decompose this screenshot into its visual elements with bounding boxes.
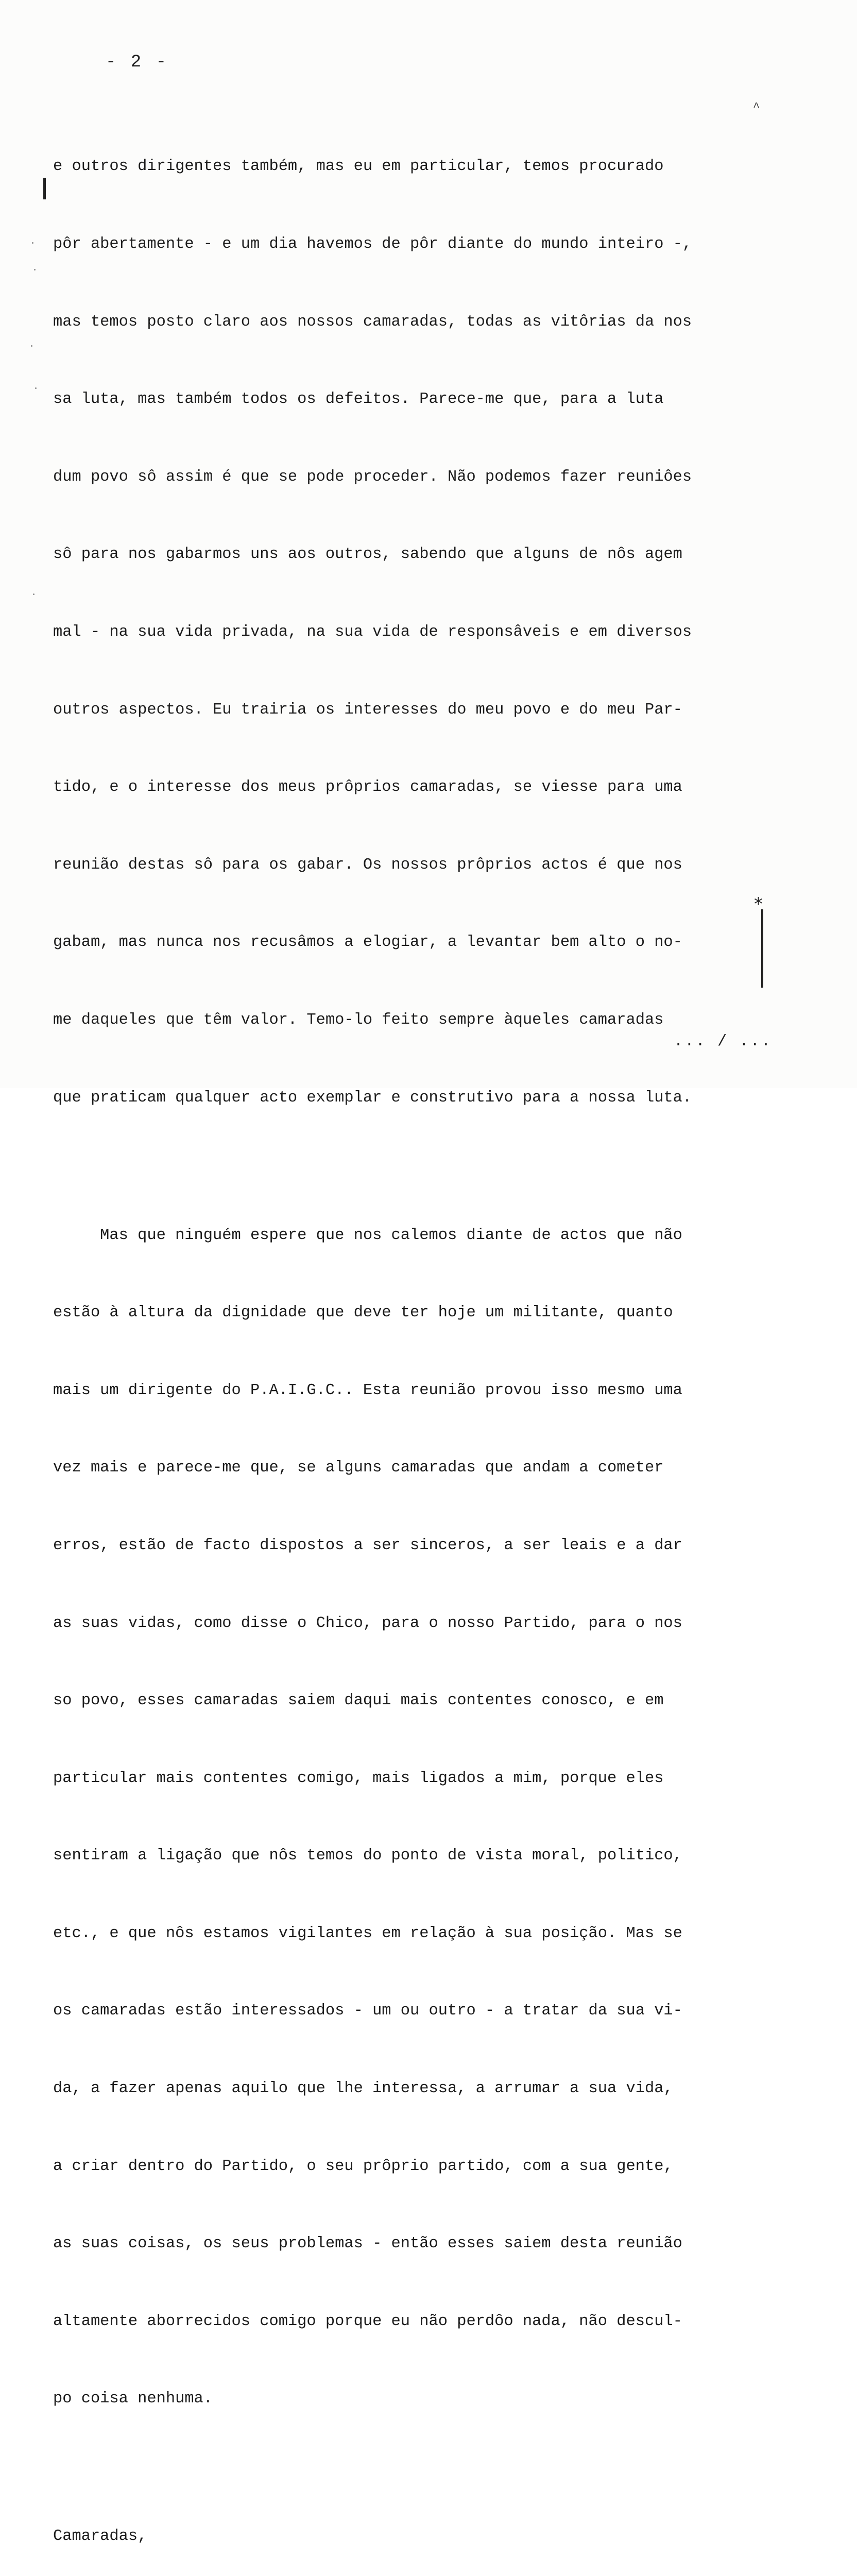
text-line: mas temos posto claro aos nossos camaradas, todas as vitôrias da nos (53, 313, 692, 331)
text-line: so povo, esses camaradas saiem daqui mais contentes conosco, e em (53, 1692, 664, 1710)
text-line: tido, e o interesse dos meus prôprios camaradas, se viesse para uma (53, 778, 682, 796)
text-line: as suas coisas, os seus problemas - então esses saiem desta reunião (53, 2235, 682, 2253)
text-line: gabam, mas nunca nos recusâmos a elogiar, a levantar bem alto o no- (53, 934, 682, 952)
text-line: estão à altura da dignidade que deve ter hoje um militante, quanto (53, 1304, 673, 1322)
text-line: sô para nos gabarmos uns aos outros, sabendo que alguns de nôs agem (53, 546, 682, 564)
text-line: vez mais e parece-me que, se alguns camaradas que andam a cometer (53, 1459, 664, 1477)
margin-bar-left (43, 178, 46, 199)
ink-speck (34, 269, 36, 270)
ink-speck (31, 345, 32, 347)
text-line: a criar dentro do Partido, o seu prôprio partido, com a sua gente, (53, 2157, 673, 2175)
text-line: sentiram a ligação que nôs temos do ponto de vista moral, politico, (53, 1847, 682, 1865)
salutation: Camaradas, (53, 2528, 147, 2546)
text-line: dum povo sô assim é que se pode proceder. Não podemos fazer reuniôes (53, 468, 692, 486)
text-line: Mas que ninguém espere que nos calemos diante de actos que não (53, 1226, 682, 1244)
text-line: particular mais contentes comigo, mais ligados a mim, porque eles (53, 1769, 664, 1787)
text-line: da, a fazer apenas aquilo que lhe interessa, a arrumar a sua vida, (53, 2080, 673, 2098)
body-text (53, 102, 774, 2576)
text-line: as suas vidas, como disse o Chico, para o nosso Partido, para o nos (53, 1614, 682, 1632)
text-line: etc., e que nôs estamos vigilantes em relação à sua posição. Mas se (53, 1924, 682, 1942)
text-line: sa luta, mas também todos os defeitos. Parece-me que, para a luta (53, 391, 664, 409)
page-number: - 2 - (106, 53, 169, 72)
caret-mark: ^ (753, 101, 760, 114)
ink-speck (35, 387, 37, 389)
text-line: pôr abertamente - e um dia havemos de pôr diante do mundo inteiro -, (53, 235, 692, 253)
ink-speck (33, 594, 35, 595)
continuation-marker: ... / ... (674, 1033, 773, 1050)
text-line: mais um dirigente do P.A.I.G.C.. Esta reunião provou isso mesmo uma (53, 1381, 682, 1399)
ink-speck (32, 242, 33, 244)
text-line: mal - na sua vida privada, na sua vida de responsâveis e em diversos (53, 623, 692, 641)
text-line: e outros dirigentes também, mas eu em particular, temos procurado (53, 158, 664, 176)
text-line: os camaradas estão interessados - um ou outro - a tratar da sua vi- (53, 2002, 682, 2020)
text-line: outros aspectos. Eu trairia os interesses do meu povo e do meu Par- (53, 701, 682, 719)
text-line: erros, estão de facto dispostos a ser sinceros, a ser leais e a dar (53, 1536, 682, 1554)
text-line: me daqueles que têm valor. Temo-lo feito sempre àqueles camaradas (53, 1011, 664, 1029)
text-line: po coisa nenhuma. (53, 2390, 213, 2408)
text-line: altamente aborrecidos comigo porque eu não perdôo nada, não descul- (53, 2312, 682, 2330)
text-line: reunião destas sô para os gabar. Os nossos prôprios actos é que nos (53, 856, 682, 874)
text-line: que praticam qualquer acto exemplar e construtivo para a nossa luta. (53, 1089, 692, 1107)
asterisk-mark: * (754, 894, 763, 914)
